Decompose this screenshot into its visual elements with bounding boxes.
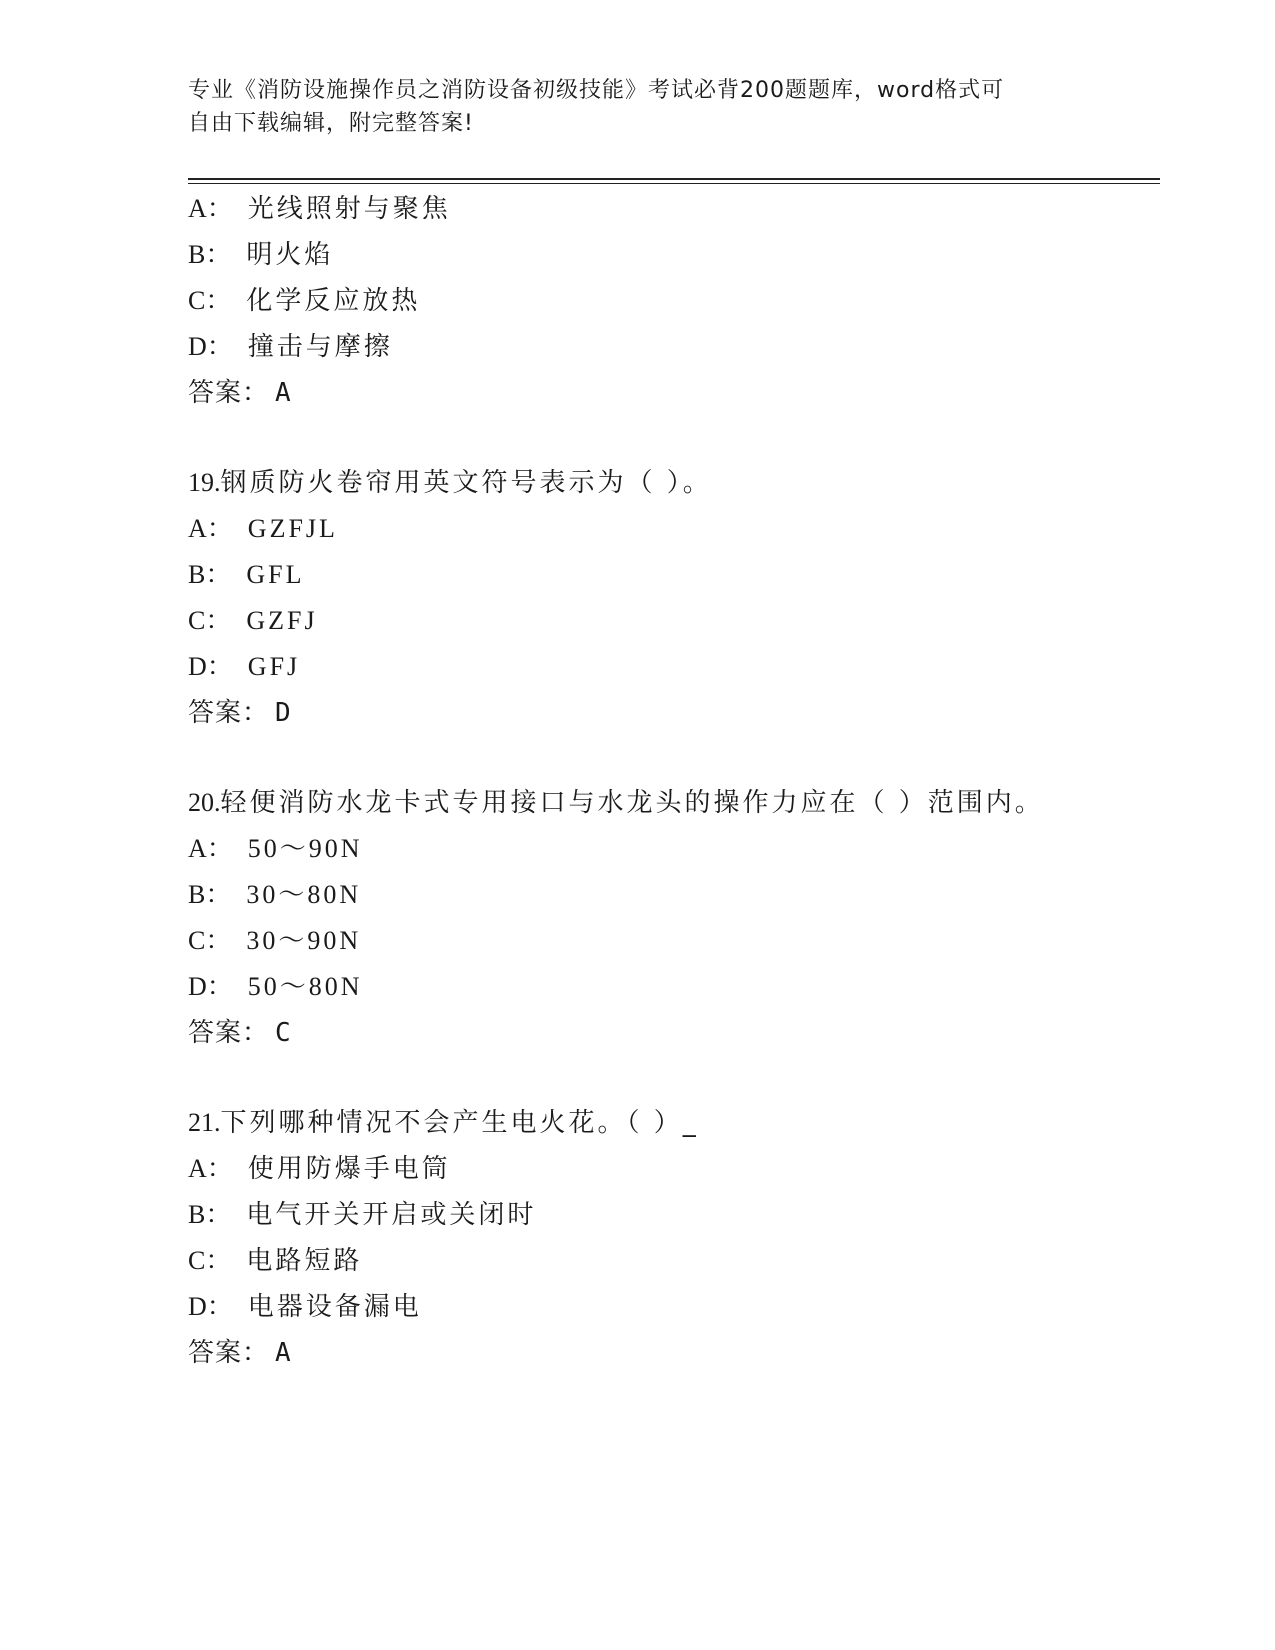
option-text: 撞击与摩擦 — [247, 332, 393, 362]
option-text: 化学反应放热 — [246, 286, 421, 316]
option-text: GZFJL — [247, 514, 338, 543]
option-c: C： GZFJ — [188, 606, 318, 636]
answer-value: A — [275, 378, 292, 408]
option-c: C： 30～90N — [188, 926, 362, 956]
option-d: D： 50～80N — [188, 972, 363, 1002]
answer-value: C — [275, 1018, 292, 1048]
answer-label: 答案： — [188, 698, 270, 728]
question-list — [188, 186, 1188, 1376]
question-block-19 — [188, 460, 1188, 736]
question-block-20 — [188, 780, 1188, 1056]
option-text: 30～90N — [246, 926, 362, 955]
question-text: 下列哪种情况不会产生电火花。（ ）_ — [220, 1108, 699, 1138]
header-divider-thick — [188, 178, 1160, 180]
question-text: 钢质防火卷帘用英文符号表示为（ ）。 — [220, 468, 712, 498]
answer-line — [188, 1330, 1188, 1376]
answer-label: 答案： — [188, 378, 270, 408]
answer-value: D — [275, 698, 292, 728]
option-d: D： GFJ — [188, 652, 301, 682]
question-stem — [188, 780, 1188, 826]
option-a: A： GZFJL — [188, 514, 338, 544]
option-b: B： 电气开关开启或关闭时 — [188, 1200, 537, 1230]
question-block-18 — [188, 186, 1188, 416]
answer-value: A — [275, 1338, 292, 1368]
option-c: C： 化学反应放热 — [188, 286, 421, 316]
option-text: 50～90N — [247, 834, 363, 863]
question-stem — [188, 460, 1188, 506]
option-a: A： 50～90N — [188, 834, 363, 864]
option-text: GZFJ — [246, 606, 318, 635]
header-line-1: 专业《消防设施操作员之消防设备初级技能》考试必背200题题库，word格式可 — [188, 78, 1005, 103]
option-text: 使用防爆手电筒 — [247, 1154, 451, 1184]
question-stem — [188, 1100, 1188, 1146]
answer-label: 答案： — [188, 1338, 270, 1368]
answer-line — [188, 690, 1188, 736]
option-text: 50～80N — [247, 972, 363, 1001]
answer-line — [188, 370, 1188, 416]
option-a: A： 使用防爆手电筒 — [188, 1154, 451, 1184]
question-number: 20. — [188, 788, 221, 817]
option-b: B： 30～80N — [188, 880, 362, 910]
option-text: 电路短路 — [246, 1246, 363, 1276]
option-text: GFJ — [247, 652, 301, 681]
header-divider-thin — [188, 183, 1160, 184]
option-text: 电气开关开启或关闭时 — [246, 1200, 537, 1230]
question-number: 21. — [188, 1108, 221, 1137]
option-d: D： 撞击与摩擦 — [188, 332, 393, 362]
header-line-2: 自由下载编辑，附完整答案! — [188, 111, 474, 136]
option-c: C： 电路短路 — [188, 1246, 363, 1276]
question-text: 轻便消防水龙卡式专用接口与水龙头的操作力应在（ ）范围内。 — [220, 788, 1044, 818]
option-b: B： 明火焰 — [188, 240, 334, 270]
option-a: A： 光线照射与聚焦 — [188, 194, 451, 224]
option-b: B： GFL — [188, 560, 305, 590]
option-text: 光线照射与聚焦 — [247, 194, 451, 224]
option-text: 电器设备漏电 — [247, 1292, 422, 1322]
document-header — [188, 74, 1068, 140]
question-block-21 — [188, 1100, 1188, 1376]
question-number: 19. — [188, 468, 221, 497]
answer-line — [188, 1010, 1188, 1056]
option-text: 30～80N — [246, 880, 362, 909]
option-text: GFL — [246, 560, 305, 589]
answer-label: 答案： — [188, 1018, 270, 1048]
option-d: D： 电器设备漏电 — [188, 1292, 422, 1322]
option-text: 明火焰 — [246, 240, 334, 270]
